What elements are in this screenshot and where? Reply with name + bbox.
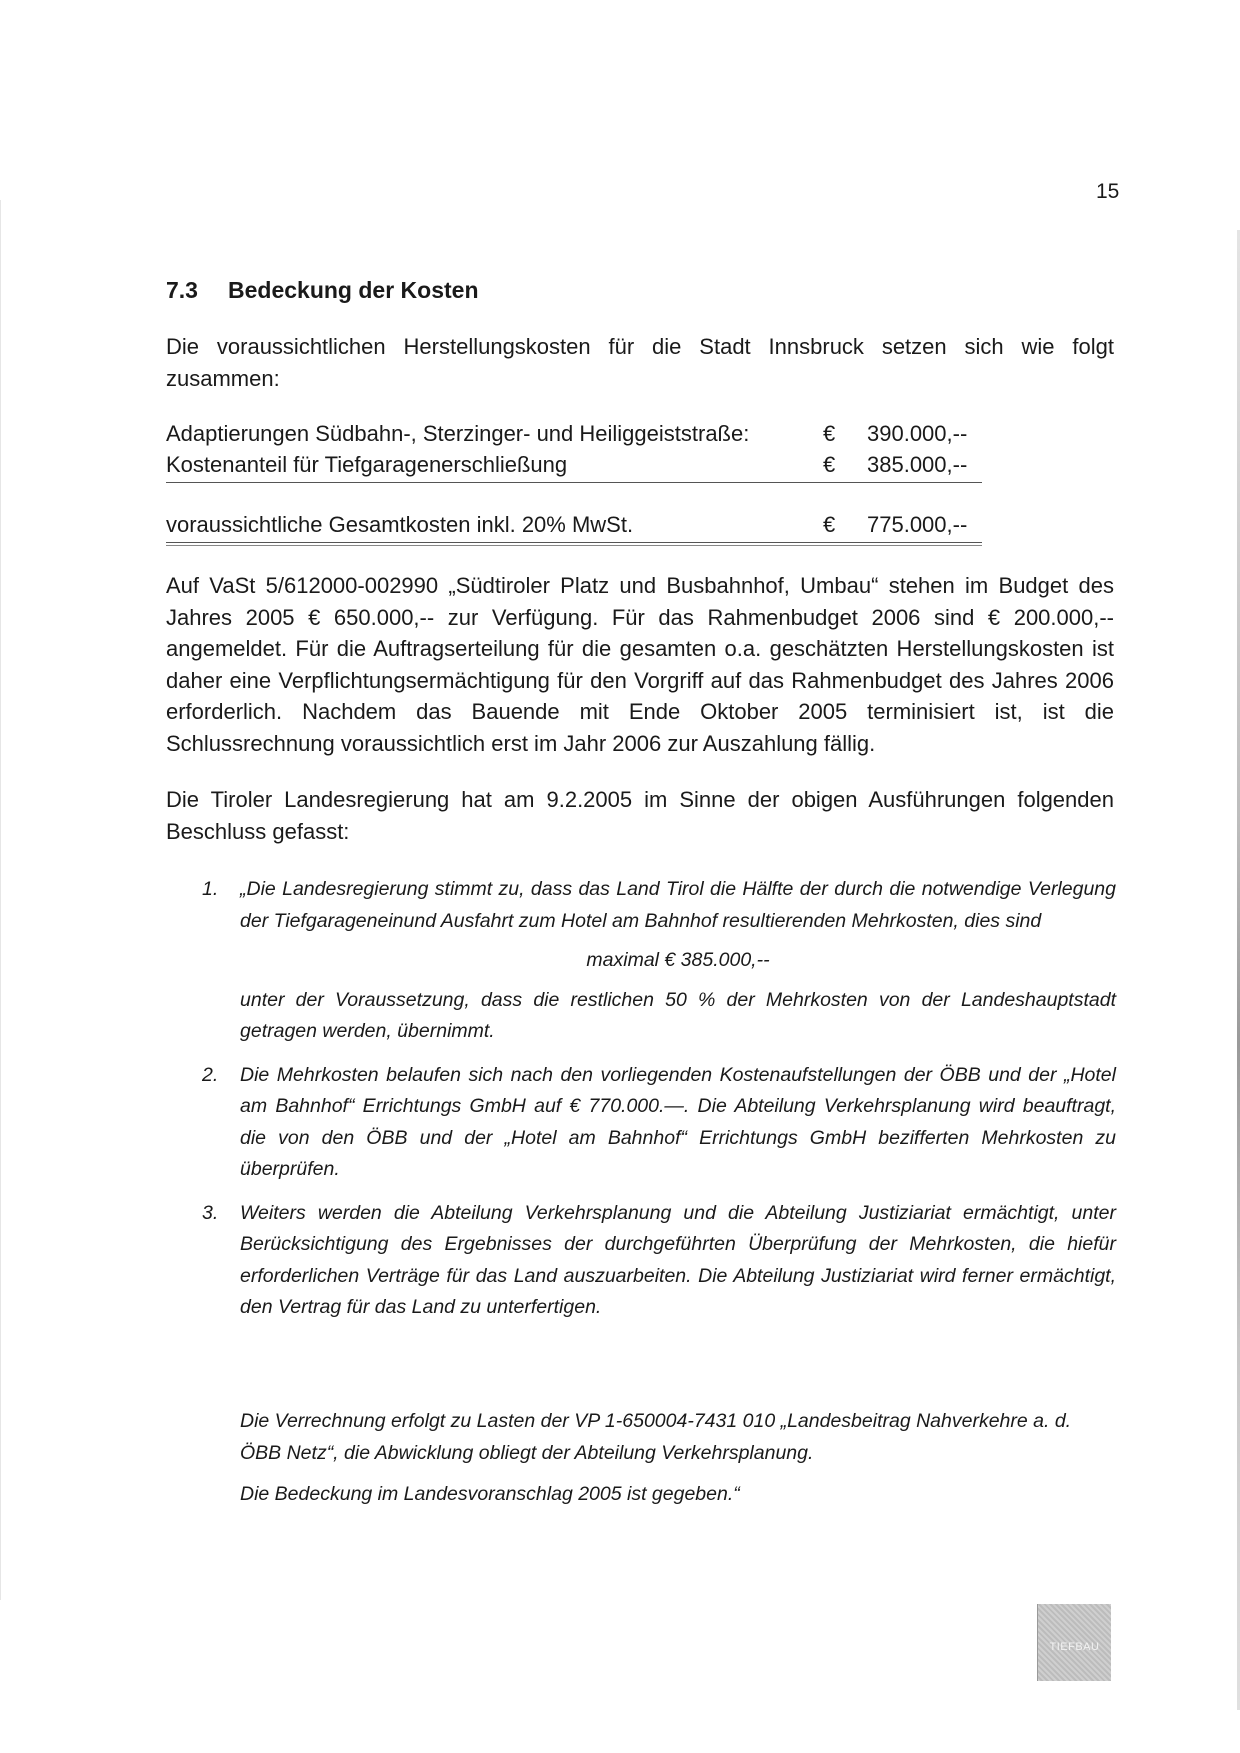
cost-amount: 390.000,--: [867, 421, 968, 446]
total-double-rule: [166, 545, 982, 546]
cost-amount: 385.000,--: [867, 452, 968, 477]
budget-paragraph: Auf VaSt 5/612000-002990 „Südtiroler Platz und Busbahnhof, Umbau“ stehen im Budget des Jahres 2005 € 650.000,-- zur Verfügung. Für das Rahmenbudget 2006 sind € 200.000,-- angemeldet. Für die Auftragserteilung für die gesamten o.a. geschätzten Herstellungskosten ist daher eine Verpflichtungsermächtigung für den Vorgriff auf das Rahmenbudget des Jahres 2006 erforderlich. Nachdem das Bauende mit Ende Oktober 2005 terminisiert ist, ist die Schlussrechnung voraussichtlich erst im Jahr 2006 zur Auszahlung fällig.: [166, 573, 1114, 756]
stamp-text: TIEFBAU: [1049, 1641, 1100, 1653]
resolution-list: [166, 874, 1116, 1336]
coverage-note: Die Bedeckung im Landesvoranschlag 2005 ist gegeben.“: [240, 1483, 740, 1505]
resolution-amount: maximal € 385.000,--: [586, 949, 770, 971]
total-rule: [166, 542, 982, 543]
page-number: 15: [1096, 180, 1120, 203]
section-number: 7.3: [166, 277, 198, 303]
cost-row: [166, 449, 982, 480]
resolution-text: Die Mehrkosten belaufen sich nach den vorliegenden Kostenaufstellungen der ÖBB und der „Hotel am Bahnhof“ Errichtungs GmbH auf € 770.000.—. Die Abteilung Verkehrsplanung wird beauftragt, die von den ÖBB und der „Hotel am Bahnhof“ Errichtungs GmbH bezifferten Mehrkosten zu überprüfen.: [240, 1063, 1116, 1180]
billing-note: Die Verrechnung erfolgt zu Lasten der VP 1-650004-7431 010 „Landesbeitrag Nahverkehre a. d. ÖBB Netz“, die Abwicklung obliegt der Abteilung Verkehrsplanung.: [240, 1410, 1072, 1464]
scan-edge-left: [0, 200, 1, 1600]
resolution-number: 2.: [202, 1063, 219, 1086]
cost-label: Adaptierungen Südbahn-, Sterzinger- und Heiliggeiststraße:: [166, 421, 750, 446]
resolution-text: unter der Voraussetzung, dass die restlichen 50 % der Mehrkosten von der Landeshauptstadt getragen werden, übernimmt.: [240, 988, 1116, 1042]
resolution-item: [166, 874, 1116, 1048]
total-row: [166, 509, 982, 540]
cost-currency: €: [823, 421, 836, 446]
section-heading: [166, 277, 479, 304]
subtotal-rule: [166, 482, 982, 483]
resolution-item: [166, 1060, 1116, 1186]
cost-currency: €: [823, 452, 836, 477]
resolution-number: 3.: [202, 1201, 219, 1224]
cost-table: [166, 418, 982, 480]
resolution-text: „Die Landesregierung stimmt zu, dass das Land Tirol die Hälfte der durch die notwendige Verlegung der Tiefgarageneinund Ausfahrt zum Hotel am Bahnhof resultierenden Mehrkosten, dies sind: [240, 878, 1116, 932]
intro-paragraph: Die voraussichtlichen Herstellungskosten für die Stadt Innsbruck setzen sich wie folgt zusammen:: [166, 334, 1114, 391]
section-title: Bedeckung der Kosten: [228, 277, 479, 303]
decision-intro: Die Tiroler Landesregierung hat am 9.2.2005 im Sinne der obigen Ausführungen folgenden Beschluss gefasst:: [166, 787, 1114, 844]
tiefbau-stamp: [1037, 1604, 1111, 1681]
total-currency: €: [823, 512, 836, 537]
total-amount: 775.000,--: [867, 512, 968, 537]
resolution-item: [166, 1198, 1116, 1324]
cost-row: [166, 418, 982, 449]
closing-block: [240, 1406, 1110, 1511]
resolution-number: 1.: [202, 878, 219, 900]
resolution-text: Weiters werden die Abteilung Verkehrsplanung und die Abteilung Justiziariat ermächtigt, unter Berücksichtigung des Ergebnisses der durchgeführten Überprüfung der Mehrkosten, die hiefür erforderlichen Verträge für das Land auszuarbeiten. Die Abteilung Justiziariat wird ferner ermächtigt, den Vertrag für das Land zu unterfertigen.: [240, 1201, 1116, 1318]
cost-label: Kostenanteil für Tiefgaragenerschließung: [166, 452, 568, 477]
total-label: voraussichtliche Gesamtkosten inkl. 20% MwSt.: [166, 512, 634, 537]
